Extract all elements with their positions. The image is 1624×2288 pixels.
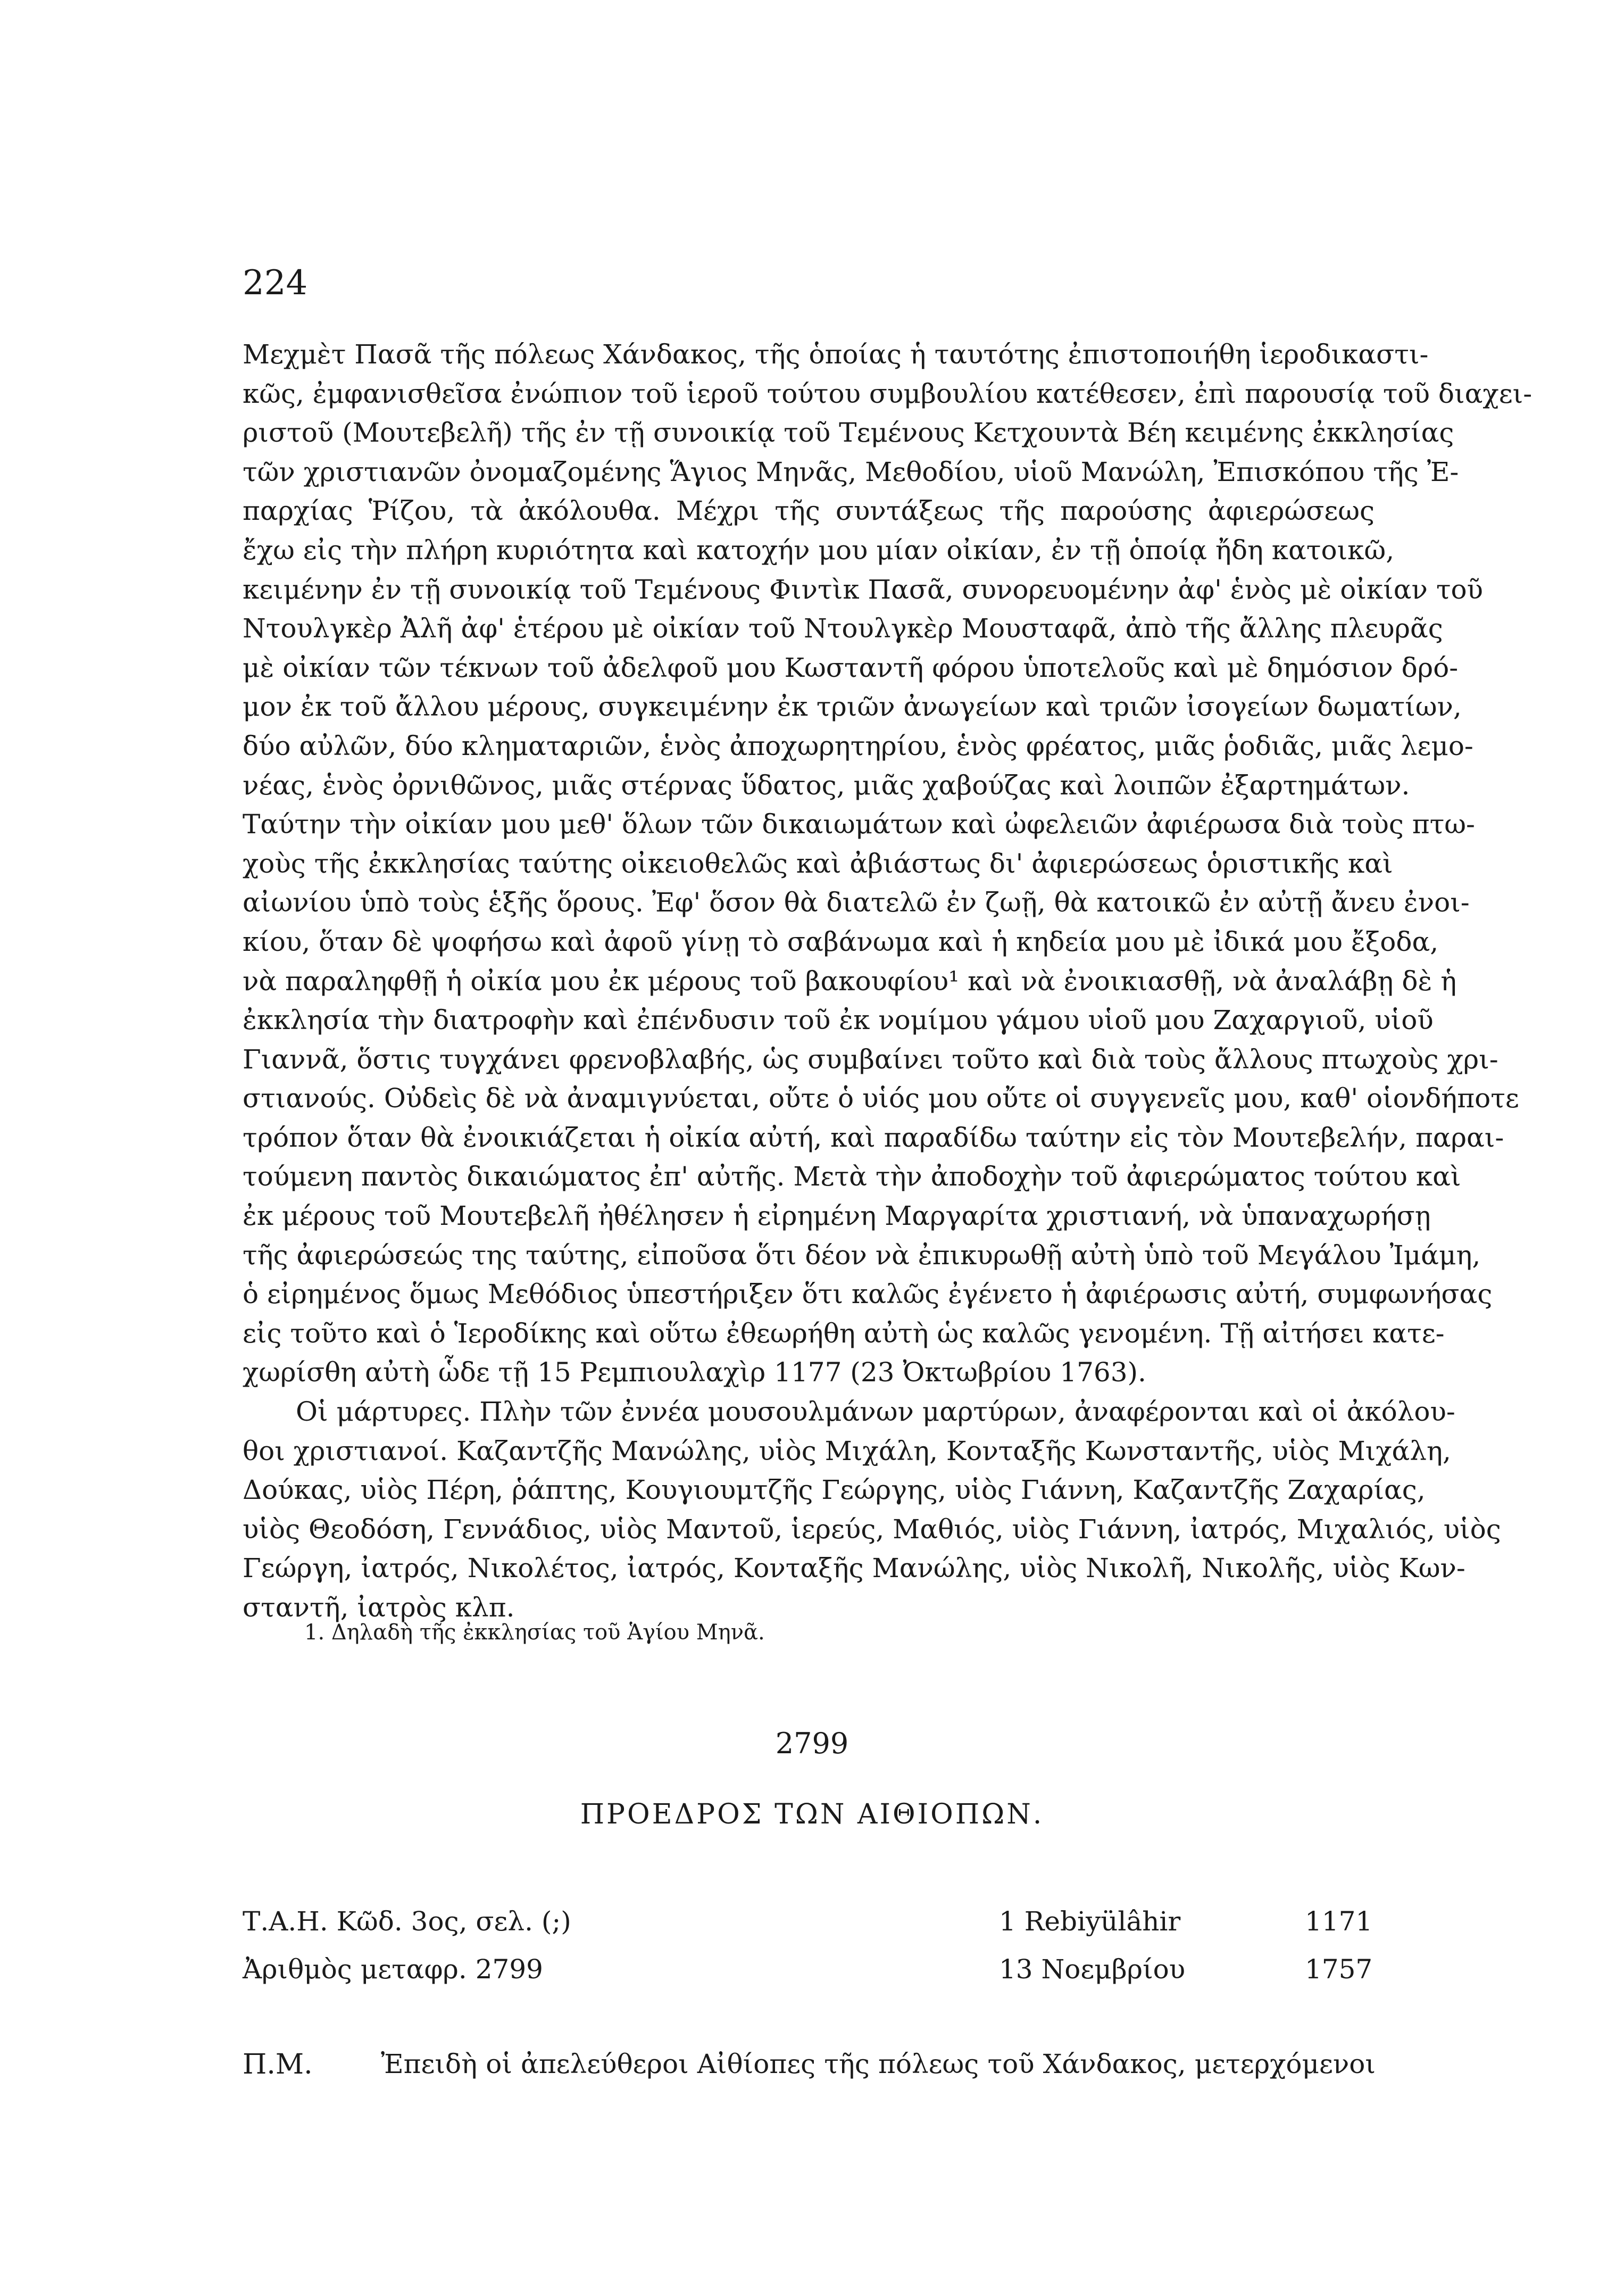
text-line: Δούκας, υἱὸς Πέρη, ῥάπτης, Κουγιουμτζῆς Γεώργης, υἱὸς Γιάννη, Καζαντζῆς Ζαχαρίας, bbox=[243, 1474, 1426, 1506]
text-line: σταντῆ, ἰατρὸς κλπ. bbox=[243, 1592, 515, 1623]
text-line: ὁ εἰρημένος ὅμως Μεθόδιος ὑπεστήριξεν ὅτι καλῶς ἐγένετο ἡ ἀφιέρωσις αὐτή, συμφωνήσας bbox=[243, 1279, 1493, 1310]
text-line: νέας, ἑνὸς ὀρνιθῶνος, μιᾶς στέρνας ὕδατος, μιᾶς χαβούζας καὶ λοιπῶν ἐξαρτημάτων. bbox=[243, 769, 1410, 801]
main-text bbox=[243, 335, 1533, 1628]
text-line: τῶν χριστιανῶν ὀνομαζομένης Ἅγιος Μηνᾶς, Μεθοδίου, υἱοῦ Μανώλη, Ἐπισκόπου τῆς Ἐ- bbox=[243, 456, 1459, 487]
document-number: 2799 bbox=[775, 1727, 849, 1760]
text-line: Μεχμὲτ Πασᾶ τῆς πόλεως Χάνδακος, τῆς ὁποίας ἡ ταυτότης ἐπιστοποιήθη ἱεροδικαστι- bbox=[243, 339, 1429, 370]
text-line: θοι χριστιανοί. Καζαντζῆς Μανώλης, υἱὸς Μιχάλη, Κονταξῆς Κωνσταντῆς, υἱὸς Μιχάλη, bbox=[243, 1435, 1451, 1466]
text-line: εἰς τοῦτο καὶ ὁ Ἱεροδίκης καὶ οὕτω ἐθεωρήθη αὐτὴ ὡς καλῶς γενομένη. Τῇ αἰτήσει κατε- bbox=[243, 1317, 1445, 1349]
text-line: ριστοῦ (Μουτεβελῆ) τῆς ἐν τῇ συνοικίᾳ τοῦ Τεμένους Κετχουντὰ Βέη κειμένης ἐκκλησίας bbox=[243, 417, 1454, 449]
text-line: μον ἐκ τοῦ ἄλλου μέρους, συγκειμένην ἐκ τριῶν ἀνωγείων καὶ τριῶν ἰσογείων δωματίων, bbox=[243, 691, 1462, 723]
text-line: τῆς ἀφιερώσεώς της ταύτης, εἰποῦσα ὅτι δέον νὰ ἐπικυρωθῇ αὐτὴ ὑπὸ τοῦ Μεγάλου Ἰμάμη, bbox=[243, 1239, 1481, 1271]
hijri-year: 1171 bbox=[1305, 1906, 1373, 1937]
text-line: τούμενη παντὸς δικαιώματος ἐπ' αὐτῆς. Μετὰ τὴν ἀποδοχὴν τοῦ ἀφιερώματος τούτου καὶ bbox=[243, 1161, 1461, 1192]
text-line: χοὺς τῆς ἐκκλησίας ταύτης οἰκειοθελῶς καὶ ἀβιάστως δι' ἀφιερώσεως ὁριστικῆς καὶ bbox=[243, 848, 1393, 879]
text-line: κίου, ὅταν δὲ ψοφήσω καὶ ἀφοῦ γίνῃ τὸ σαβάνωμα καὶ ἡ κηδεία μου μὲ ἰδικά μου ἔξοδα, bbox=[243, 926, 1439, 957]
text-line: Ταύτην τὴν οἰκίαν μου μεθ' ὅλων τῶν δικαιωμάτων καὶ ὠφελειῶν ἀφιέρωσα διὰ τοὺς πτω- bbox=[243, 809, 1475, 840]
text-line: παρχίας Ῥίζου, τὰ ἀκόλουθα. Μέχρι τῆς συντάξεως τῆς παρούσης ἀφιερώσεως bbox=[243, 495, 1375, 527]
text-line: δύο αὐλῶν, δύο κληματαριῶν, ἑνὸς ἀποχωρητηρίου, ἑνὸς φρέατος, μιᾶς ῥοδιᾶς, μιᾶς λεμο- bbox=[243, 730, 1473, 761]
text-line: νὰ παραληφθῇ ἡ οἰκία μου ἐκ μέρους τοῦ βακουφίου¹ καὶ νὰ ἐνοικιασθῇ, νὰ ἀναλάβῃ δὲ ἡ bbox=[243, 965, 1457, 997]
text-line: ἐκ μέρους τοῦ Μουτεβελῆ ἠθέλησεν ἡ εἰρημένη Μαργαρίτα χριστιανή, νὰ ὑπαναχωρήσῃ bbox=[243, 1200, 1431, 1232]
witness-paragraph bbox=[243, 1392, 1501, 1628]
text-line: κῶς, ἐμφανισθεῖσα ἐνώπιον τοῦ ἱεροῦ τούτου συμβουλίου κατέθεσεν, ἐπὶ παρουσίᾳ τοῦ διαχει- bbox=[243, 378, 1533, 409]
text-line: ἐκκλησία τὴν διατροφὴν καὶ ἐπένδυσιν τοῦ ἐκ νομίμου γάμου υἱοῦ μου Ζαχαργιοῦ, υἱοῦ bbox=[243, 1005, 1434, 1036]
text-line: Γεώργη, ἰατρός, Νικολέτος, ἰατρός, Κονταξῆς Μανώλης, υἱὸς Νικολῆ, Νικολῆς, υἱὸς Κων- bbox=[243, 1553, 1465, 1584]
text-line: υἱὸς Θεοδόση, Γεννάδιος, υἱὸς Μαντοῦ, ἱερεύς, Μαθιός, υἱὸς Γιάννη, ἰατρός, Μιχαλιός, υἱὸς bbox=[243, 1513, 1501, 1545]
translation-number: Ἀριθμὸς μεταφρ. 2799 bbox=[243, 1954, 543, 1985]
text-line: μὲ οἰκίαν τῶν τέκνων τοῦ ἀδελφοῦ μου Κωσταντῆ φόρου ὑποτελοῦς καὶ μὲ δημόσιον δρό- bbox=[243, 652, 1459, 683]
text-line: αἰωνίου ὑπὸ τοὺς ἑξῆς ὅρους. Ἐφ' ὅσον θὰ διατελῶ ἐν ζωῇ, θὰ κατοικῶ ἐν αὐτῇ ἄνευ ἐνοι- bbox=[243, 887, 1470, 918]
text-line: Γιαννᾶ, ὅστις τυγχάνει φρενοβλαβής, ὡς συμβαίνει τοῦτο καὶ διὰ τοὺς ἄλλους πτωχοὺς χρι- bbox=[243, 1043, 1498, 1075]
pm-label: Π.Μ. bbox=[243, 2049, 313, 2080]
document-title: ΠΡΟΕΔΡΟΣ ΤΩΝ ΑΙΘΙΟΠΩΝ. bbox=[580, 1798, 1044, 1830]
gregorian-year: 1757 bbox=[1305, 1954, 1373, 1985]
text-line: Ντουλγκὲρ Ἀλῆ ἀφ' ἑτέρου μὲ οἰκίαν τοῦ Ντουλγκὲρ Μουσταφᾶ, ἀπὸ τῆς ἄλλης πλευρᾶς bbox=[243, 613, 1443, 644]
page-number: 224 bbox=[243, 263, 308, 303]
pm-text: Ἐπειδὴ οἱ ἀπελεύθεροι Αἰθίοπες τῆς πόλεως τοῦ Χάνδακος, μετερχόμενοι bbox=[381, 2049, 1376, 2079]
hijri-date: 1 Rebiyülâhir bbox=[999, 1906, 1181, 1937]
body-paragraph bbox=[243, 335, 1533, 1392]
text-line: κειμένην ἐν τῇ συνοικίᾳ τοῦ Τεμένους Φιντὶκ Πασᾶ, συνορευομένην ἀφ' ἑνὸς μὲ οἰκίαν τοῦ bbox=[243, 574, 1484, 605]
text-line: ἔχω εἰς τὴν πλήρη κυριότητα καὶ κατοχήν μου μίαν οἰκίαν, ἐν τῇ ὁποίᾳ ἤδη κατοικῶ, bbox=[243, 534, 1395, 566]
text-line: τρόπον ὅταν θὰ ἐνοικιάζεται ἡ οἰκία αὐτή, καὶ παραδίδω ταύτην εἰς τὸν Μουτεβελήν, παραι- bbox=[243, 1122, 1504, 1153]
text-line: στιανούς. Οὐδεὶς δὲ νὰ ἀναμιγνύεται, οὔτε ὁ υἱός μου οὔτε οἱ συγγενεῖς μου, καθ' οἱονδήποτε bbox=[243, 1083, 1519, 1114]
text-line: χωρίσθη αὐτὴ ὧδε τῇ 15 Ρεμπιουλαχὶρ 1177 (23 Ὀκτωβρίου 1763). bbox=[243, 1357, 1146, 1388]
source-reference: Τ.Α.Η. Κῶδ. 3ος, σελ. (;) bbox=[243, 1906, 571, 1937]
text-line: Οἱ μάρτυρες. Πλὴν τῶν ἐννέα μουσουλμάνων μαρτύρων, ἀναφέρονται καὶ οἱ ἀκόλου- bbox=[296, 1396, 1455, 1428]
gregorian-date: 13 Νοεμβρίου bbox=[999, 1954, 1186, 1985]
footnote: 1. Δηλαδὴ τῆς ἐκκλησίας τοῦ Ἁγίου Μηνᾶ. bbox=[304, 1620, 765, 1645]
